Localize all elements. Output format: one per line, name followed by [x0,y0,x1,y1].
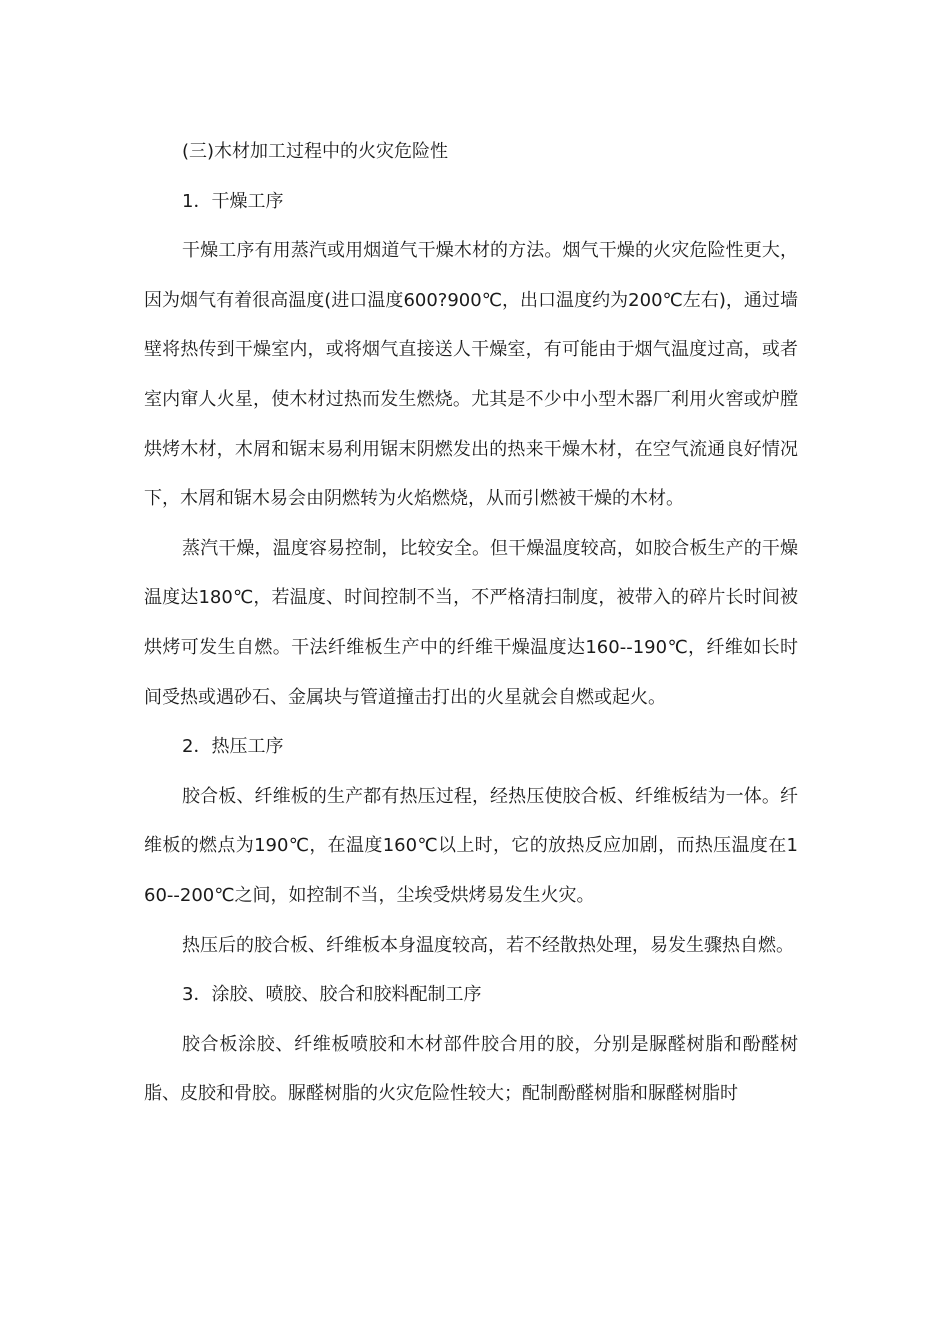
paragraph-post-press: 热压后的胶合板、纤维板本身温度较高，若不经散热处理，易发生骤热自燃。 [182,934,794,956]
subsection-heading-drying: 1．干燥工序 [182,190,284,212]
paragraph-gluing: 胶合板涂胶、纤维板喷胶和木材部件胶合用的胶，分别是脲醛树脂和酚醛树脂、皮胶和骨胶。脲醛树脂的火灾危险性较大；配制酚醛树脂和脲醛树脂时 [144,1033,798,1105]
paragraph-drying-methods: 干燥工序有用蒸汽或用烟道气干燥木材的方法。烟气干燥的火灾危险性更大，因为烟气有着很高温度(进口温度600?900℃，出口温度约为200℃左右)，通过墙壁将热传到干燥室内，或将烟气直接送人干燥室，有可能由于烟气温度过高，或者室内窜人火星，使木材过热而发生燃烧。尤其是不少中小型木器厂利用火窖或炉膛烘烤木材，木屑和锯末易利用锯末阴燃发出的热来干燥木材，在空气流通良好情况下，木屑和锯木易会由阴燃转为火焰燃烧，从而引燃被干燥的木材。 [144,240,798,510]
paragraph-hot-press: 胶合板、纤维板的生产都有热压过程，经热压使胶合板、纤维板结为一体。纤维板的燃点为190℃，在温度160℃以上时，它的放热反应加剧，而热压温度在160--200℃之间，如控制不当，尘埃受烘烤易发生火灾。 [144,785,798,906]
section-heading: (三)木材加工过程中的火灾危险性 [182,141,449,162]
document-body [144,127,798,1119]
subsection-heading-gluing: 3．涂胶、喷胶、胶合和胶料配制工序 [182,984,482,1006]
paragraph-steam-drying: 蒸汽干燥，温度容易控制，比较安全。但干燥温度较高，如胶合板生产的干燥温度达180℃，若温度、时间控制不当，不严格清扫制度，被带入的碎片长时间被烘烤可发生自燃。干法纤维板生产中的纤维干燥温度达160--190℃，纤维如长时间受热或遇砂石、金属块与管道撞击打出的火星就会自燃或起火。 [144,537,798,708]
subsection-heading-hot-press: 2．热压工序 [182,736,284,758]
